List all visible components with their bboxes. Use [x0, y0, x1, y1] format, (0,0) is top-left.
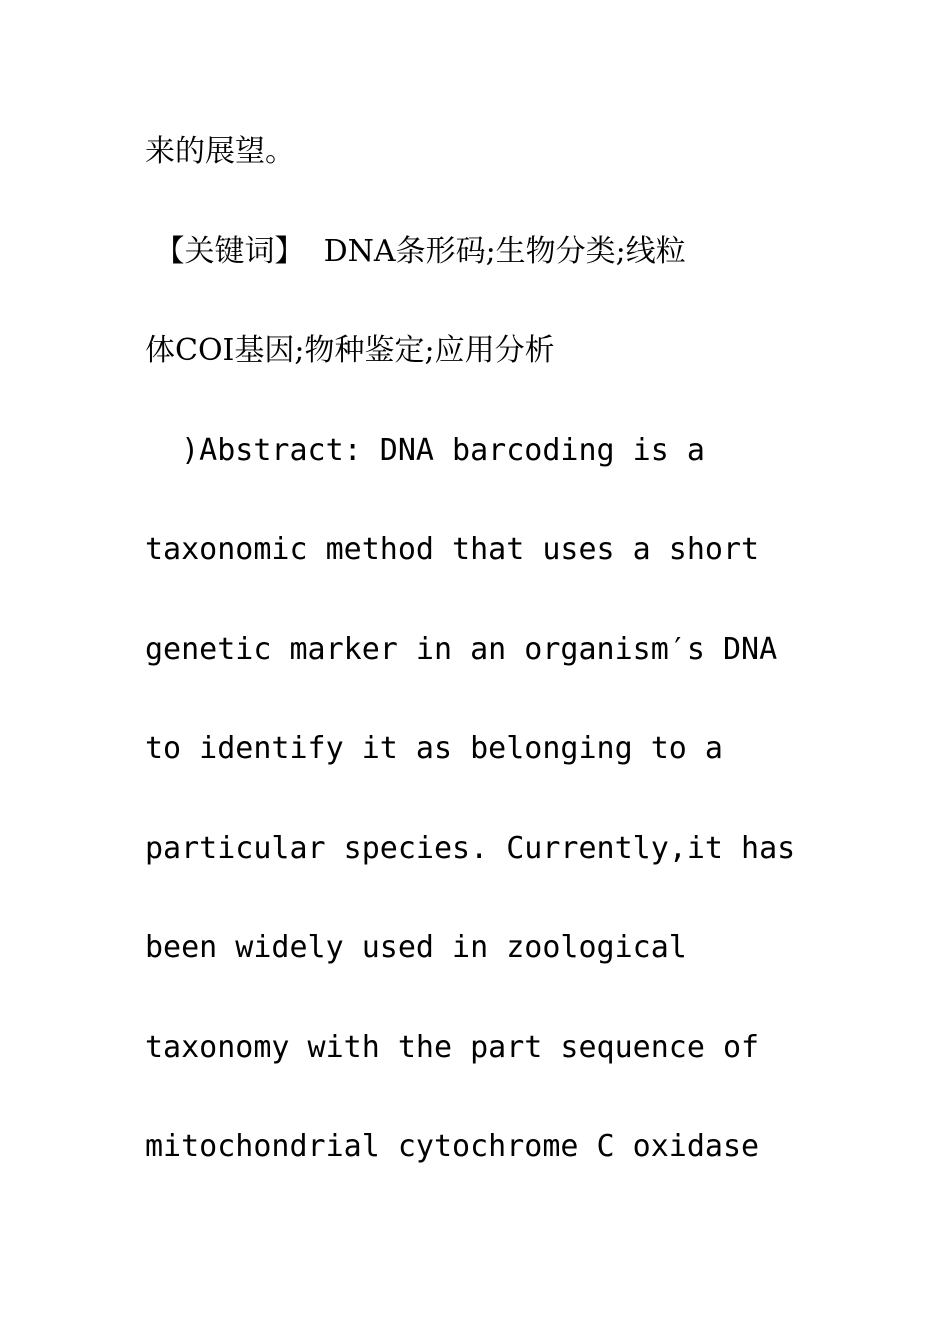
keywords-continuation-line: 体COⅠ基因;物种鉴定;应用分析: [145, 333, 555, 368]
text-line: to identify it as belonging to a: [145, 731, 723, 766]
text-line: taxonomy with the part sequence of: [145, 1030, 760, 1065]
text-line: particular species. Currently,it has: [145, 831, 796, 866]
keywords-line: 【关键词】 DNA条形码;生物分类;线粒: [145, 234, 686, 269]
text-line: been widely used in zoological: [145, 930, 687, 965]
text-line: mitochondrial cytochrome C oxidase: [145, 1129, 760, 1164]
text-line: 来的展望。: [145, 134, 295, 169]
text-line: genetic marker in an organism′s DNA: [145, 632, 778, 667]
abstract-line: )Abstract: DNA barcoding is a: [145, 433, 705, 468]
text-line: taxonomic method that uses a short: [145, 532, 760, 567]
